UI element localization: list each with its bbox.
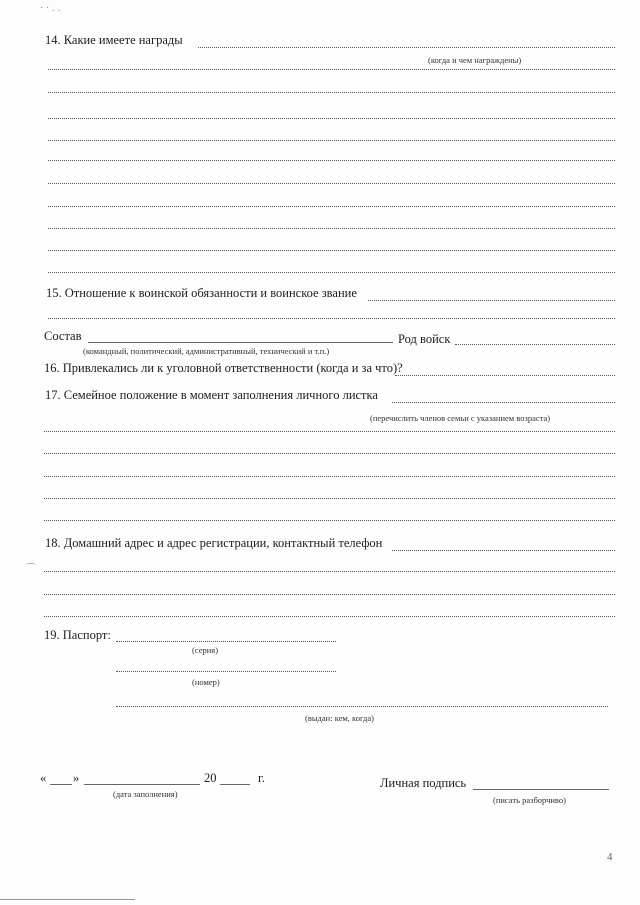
q17-line-6[interactable] [44, 520, 615, 521]
date-day-line[interactable] [50, 784, 72, 785]
sostav-label: Состав [44, 329, 82, 343]
date-year-suffix: г. [258, 771, 265, 785]
date-hint: (дата заполнения) [113, 789, 178, 799]
scan-edge-line [0, 899, 135, 900]
q14-line-4[interactable] [48, 118, 615, 119]
date-close-quote: » [73, 771, 80, 785]
q14-line-2[interactable] [48, 69, 615, 70]
q14-label: 14. Какие имеете награды [45, 33, 183, 47]
q17-line-5[interactable] [44, 498, 615, 499]
q18-line-3[interactable] [44, 594, 615, 595]
q17-line-2[interactable] [44, 431, 615, 432]
q17-hint: (перечислить членов семьи с указанием возраста) [370, 413, 551, 423]
passport-series-hint: (серия) [192, 645, 219, 655]
q14-answer-line[interactable] [198, 47, 615, 48]
q18-label: 18. Домашний адрес и адрес регистрации, контактный телефон [45, 536, 383, 550]
passport-number-hint: (номер) [192, 677, 220, 687]
q14-line-11[interactable] [48, 272, 615, 273]
q18-line-2[interactable] [44, 571, 615, 572]
q14-line-9[interactable] [48, 228, 615, 229]
q14-line-7[interactable] [48, 183, 615, 184]
q14-line-8[interactable] [48, 206, 615, 207]
q17-answer-line[interactable] [392, 402, 615, 403]
punch-hole-mark: ⌒ [26, 564, 36, 575]
q15-label: 15. Отношение к воинской обязанности и воинское звание [46, 286, 357, 300]
sostav-hint: (командный, политический, административный, технический и т.п.) [83, 346, 330, 356]
q19-label: 19. Паспорт: [44, 628, 111, 642]
date-year-prefix: 20 [204, 771, 217, 785]
q14-line-6[interactable] [48, 160, 615, 161]
passport-number-line[interactable] [116, 671, 336, 672]
signature-hint: (писать разборчиво) [493, 795, 566, 805]
date-year-line[interactable] [220, 784, 250, 785]
signature-line[interactable] [473, 789, 609, 790]
q15-answer-line[interactable] [368, 300, 615, 301]
q16-answer-line[interactable] [395, 375, 615, 376]
date-month-line[interactable] [84, 784, 200, 785]
q17-line-4[interactable] [44, 476, 615, 477]
rod-voisk-answer-line[interactable] [455, 344, 615, 345]
q14-line-3[interactable] [48, 92, 615, 93]
q15-line-2[interactable] [48, 318, 615, 319]
q14-hint: (когда и чем награждены) [428, 55, 522, 65]
passport-series-line[interactable] [116, 641, 336, 642]
q18-line-4[interactable] [44, 616, 615, 617]
sostav-answer-line[interactable] [88, 342, 393, 343]
passport-issued-hint: (выдан: кем, когда) [305, 713, 374, 723]
q16-label: 16. Привлекались ли к уголовной ответственности (когда и за что)? [44, 361, 403, 375]
q17-label: 17. Семейное положение в момент заполнения личного листка [45, 388, 378, 402]
q14-line-10[interactable] [48, 250, 615, 251]
passport-issued-line[interactable] [116, 706, 608, 707]
signature-label: Личная подпись [380, 776, 467, 790]
rod-voisk-label: Род войск [398, 332, 451, 346]
scan-mark: ˙ ˙ · · [40, 6, 61, 17]
q17-line-3[interactable] [44, 453, 615, 454]
q18-answer-line[interactable] [392, 550, 615, 551]
q14-line-5[interactable] [48, 140, 615, 141]
date-open-quote: « [40, 771, 47, 785]
page-number: 4 [607, 851, 613, 863]
